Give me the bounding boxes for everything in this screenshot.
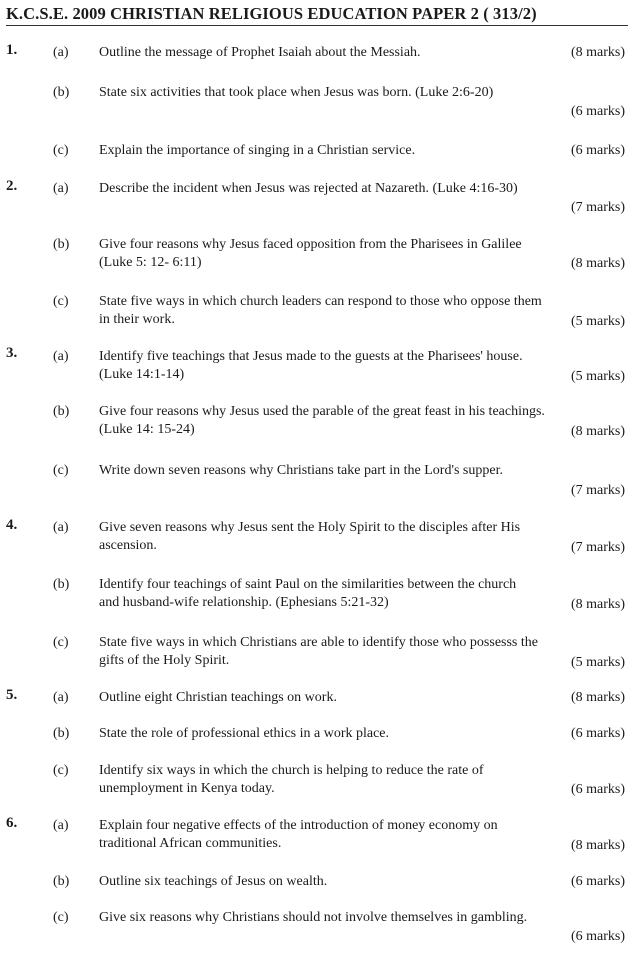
page-title: K.C.S.E. 2009 CHRISTIAN RELIGIOUS EDUCATION PAPER 2 ( 313/2) [6,4,628,26]
marks-label: (8 marks) [570,597,625,612]
part-text: Give seven reasons why Jesus sent the Holy Spirit to the disciples after His [99,520,521,535]
part-text: Identify five teachings that Jesus made to the guests at the Pharisees' house. [99,349,523,364]
part-label: (a) [53,520,69,535]
marks-label: (8 marks) [570,690,625,705]
part-text: State six activities that took place when Jesus was born. (Luke 2:6-20) [99,85,494,100]
question-number: 6. [6,815,18,831]
part-label: (a) [53,181,69,196]
part-text: Outline six teachings of Jesus on wealth. [99,874,328,889]
part-label: (c) [53,294,69,309]
part-label: (b) [53,726,70,741]
marks-label: (7 marks) [570,200,625,215]
part-text: Identify four teachings of saint Paul on the similarities between the church [99,577,517,592]
part-text: Explain four negative effects of the introduction of money economy on [99,818,498,833]
part-text: and husband-wife relationship. (Ephesians 5:21-32) [99,595,389,610]
marks-label: (5 marks) [570,655,625,670]
part-text: State five ways in which Christians are able to identify those who possesss the [99,635,538,650]
part-text: Outline the message of Prophet Isaiah about the Messiah. [99,45,421,60]
marks-label: (6 marks) [570,104,625,119]
part-label: (b) [53,237,70,252]
question-number: 1. [6,42,18,58]
part-text: traditional African communities. [99,836,282,851]
part-label: (c) [53,635,69,650]
marks-label: (8 marks) [570,45,625,60]
part-label: (c) [53,463,69,478]
part-text: Give four reasons why Jesus used the parable of the great feast in his teachings. [99,404,545,419]
part-text: in their work. [99,312,175,327]
part-label: (b) [53,577,70,592]
marks-label: (6 marks) [570,782,625,797]
part-label: (a) [53,818,69,833]
question-number: 5. [6,687,18,703]
marks-label: (6 marks) [570,929,625,944]
part-text: unemployment in Kenya today. [99,781,275,796]
marks-label: (5 marks) [570,314,625,329]
marks-label: (6 marks) [570,143,625,158]
marks-label: (8 marks) [570,256,625,271]
part-label: (c) [53,910,69,925]
marks-label: (7 marks) [570,540,625,555]
question-number: 3. [6,345,18,361]
part-text: Describe the incident when Jesus was rejected at Nazareth. (Luke 4:16-30) [99,181,518,196]
marks-label: (6 marks) [570,726,625,741]
marks-label: (6 marks) [570,874,625,889]
part-label: (b) [53,85,70,100]
part-text: State five ways in which church leaders can respond to those who oppose them [99,294,542,309]
marks-label: (8 marks) [570,424,625,439]
marks-label: (5 marks) [570,369,625,384]
marks-label: (8 marks) [570,838,625,853]
part-text: Give six reasons why Christians should not involve themselves in gambling. [99,910,528,925]
part-text: Write down seven reasons why Christians take part in the Lord's supper. [99,463,503,478]
part-text: Explain the importance of singing in a Christian service. [99,143,416,158]
part-text: ascension. [99,538,157,553]
part-text: gifts of the Holy Spirit. [99,653,230,668]
marks-label: (7 marks) [570,483,625,498]
part-text: Identify six ways in which the church is helping to reduce the rate of [99,763,484,778]
part-text: Outline eight Christian teachings on work. [99,690,337,705]
part-label: (a) [53,349,69,364]
part-text: State the role of professional ethics in a work place. [99,726,390,741]
part-label: (a) [53,45,69,60]
part-label: (c) [53,143,69,158]
part-text: (Luke 14:1-14) [99,367,185,382]
part-label: (b) [53,874,70,889]
part-text: (Luke 14: 15-24) [99,422,195,437]
question-number: 2. [6,178,18,194]
part-label: (b) [53,404,70,419]
part-label: (a) [53,690,69,705]
part-text: (Luke 5: 12- 6:11) [99,255,202,270]
part-label: (c) [53,763,69,778]
part-text: Give four reasons why Jesus faced opposition from the Pharisees in Galilee [99,237,522,252]
question-number: 4. [6,517,18,533]
